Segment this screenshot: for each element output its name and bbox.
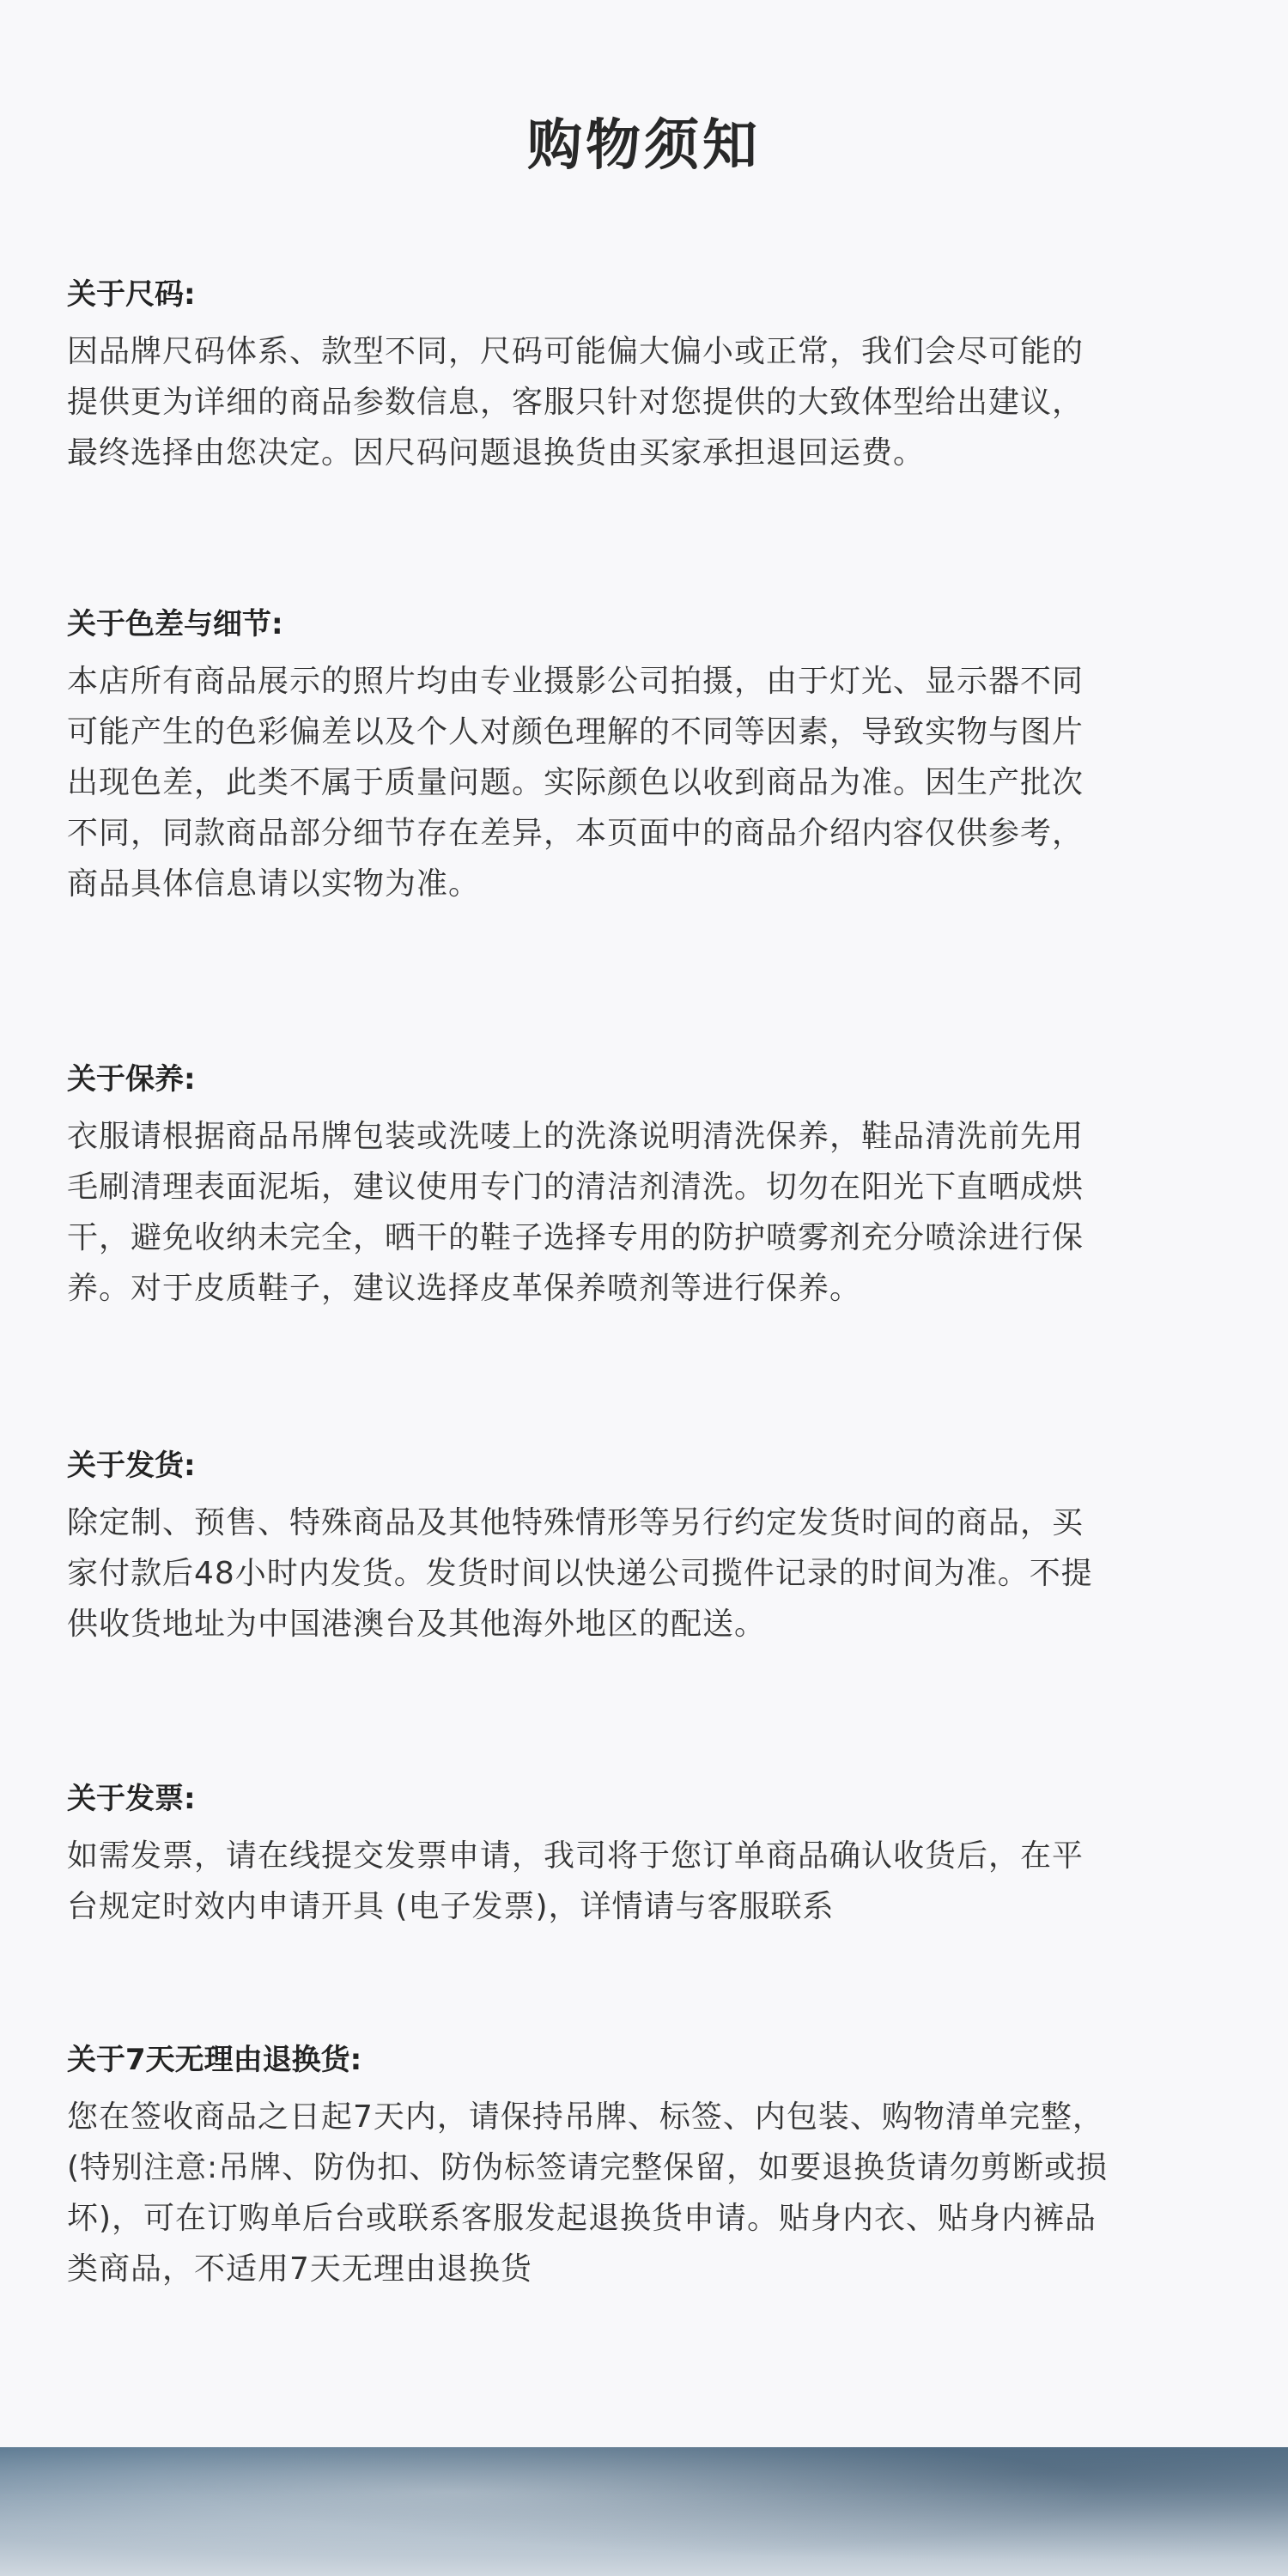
sky-haze-overlay [0, 2447, 1288, 2576]
section-heading: 关于发票: [67, 1782, 196, 1816]
section-7day-return [67, 2038, 1235, 2294]
section-size [67, 273, 1235, 478]
section-shipping [67, 1444, 1235, 1649]
section-body: 衣服请根据商品吊牌包装或洗唛上的洗涤说明清洗保养，鞋品清洗前先用 毛刷清理表面泥垢，建议使用专门的清洁剂清洗。切勿在阳光下直晒成烘 干，避免收纳未完全，晒干的鞋子选择专用的防护喷雾剂充分喷涂进行保 养。对于皮质鞋子，建议选择皮革保养喷剂等进行保养。 [67, 1119, 1084, 1306]
section-care [67, 1058, 1235, 1314]
page-title: 购物须知 [527, 114, 761, 178]
section-heading: 关于7天无理由退换货: [67, 2043, 362, 2077]
section-invoice [67, 1777, 1235, 1932]
section-heading: 关于尺码: [67, 277, 196, 312]
section-heading: 关于色差与细节: [67, 607, 283, 641]
section-heading: 关于保养: [67, 1062, 196, 1097]
section-body: 除定制、预售、特殊商品及其他特殊情形等另行约定发货时间的商品，买 家付款后48小时内发货。发货时间以快递公司揽件记录的时间为准。不提 供收货地址为中国港澳台及其他海外地区的配送。 [67, 1505, 1093, 1642]
section-body: 本店所有商品展示的照片均由专业摄影公司拍摄，由于灯光、显示器不同 可能产生的色彩偏差以及个人对颜色理解的不同等因素，导致实物与图片 出现色差，此类不属于质量问题。实际颜色以收到商品为准。因生产批次 不同，同款商品部分细节存在差异，本页面中的商品介绍内容仅供参考， 商品具体信息请以实物为准。 [67, 664, 1084, 902]
sky-photo-band [0, 2447, 1288, 2576]
section-color-detail [67, 603, 1235, 909]
section-body: 如需发票，请在线提交发票申请，我司将于您订单商品确认收货后，在平 台规定时效内申请开具 (电子发票)，详情请与客服联系 [67, 1838, 1084, 1924]
section-body: 因品牌尺码体系、款型不同，尺码可能偏大偏小或正常，我们会尽可能的 提供更为详细的商品参数信息，客服只针对您提供的大致体型给出建议， 最终选择由您决定。因尺码问题退换货由买家承担退回运费。 [67, 334, 1084, 471]
section-body: 您在签收商品之日起7天内，请保持吊牌、标签、内包装、购物清单完整， (特别注意:吊牌、防伪扣、防伪标签请完整保留，如要退换货请勿剪断或损 坏)，可在订购单后台或联系客服发起退换货申请。贴身内衣、贴身内裤品 类商品，不适用7天无理由退换货 [67, 2099, 1109, 2287]
section-heading: 关于发货: [67, 1449, 196, 1483]
